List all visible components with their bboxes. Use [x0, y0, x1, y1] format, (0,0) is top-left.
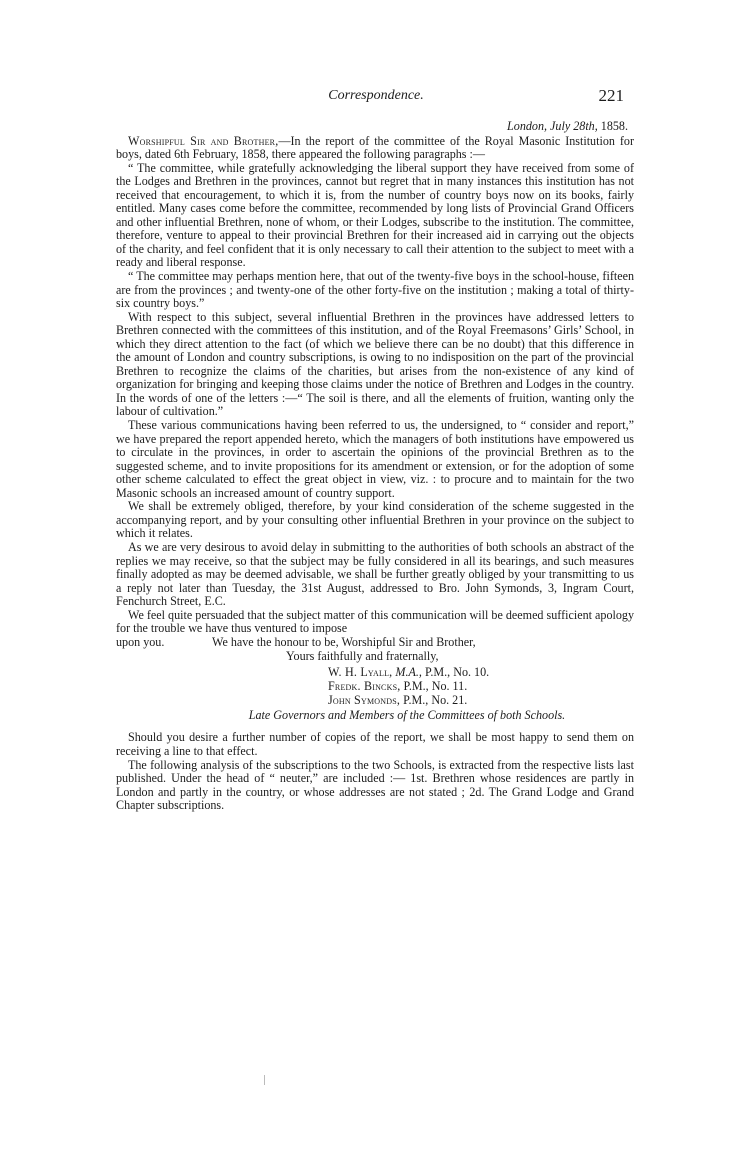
- closing-left: upon you.: [116, 634, 165, 649]
- running-head: [116, 86, 636, 108]
- body-paragraph-3: We shall be extremely obliged, therefore, by your kind consideration of the scheme suggested in the accompanying report, and by your consulting other influential Brethren in your province on the subject to which it relates.: [116, 499, 634, 541]
- place-date: London, July 28th,: [507, 119, 598, 133]
- closing-right: We have the honour to be, Worshipful Sir and Brother,: [212, 634, 476, 649]
- signatory-office: P.M., No. 21.: [403, 692, 468, 707]
- signature-line: [328, 693, 634, 707]
- quoted-paragraph-1: “ The committee, while gratefully acknowledging the liberal support they have received from some of the Lodges and Brethren in the provinces, cannot but regret that in many instances this institution has not received that encouragement, to which it is, from the number of country boys now on its books, fairly entitled. Many cases come before the committee, recommended by long lists of Provincial Grand Officers and other influential Brethren, none of whom, or their Lodges, subscribe to the institution. The committee, therefore, venture to appeal to their provincial Brethren for their increased aid in carrying out the objects of the charity, and feel confident that it is only necessary to call their attention to the subject to meet with a ready and liberal response.: [116, 160, 634, 270]
- scan-mark: [264, 1075, 265, 1085]
- page-number: 221: [598, 86, 624, 105]
- page-body: [116, 120, 634, 813]
- signatories-title: Late Governors and Members of the Committees of both Schools.: [248, 707, 566, 722]
- signatory-office: P.M., No. 10.: [425, 664, 490, 679]
- postscript-paragraph-1: Should you desire a further number of copies of the report, we shall be most happy to send them on receiving a line to that effect.: [116, 730, 634, 758]
- signatory-office: P.M., No. 11.: [403, 678, 468, 693]
- signatory-name: W. H. Lyall,: [328, 664, 393, 679]
- valediction: Yours faithfully and fraternally,: [286, 649, 439, 664]
- signature-block: [116, 665, 634, 707]
- signature-line: [328, 679, 634, 693]
- body-paragraph-1: With respect to this subject, several influential Brethren in the provinces have addressed letters to Brethren connected with the committees of this institution, and of the Royal Freemasons’ Girls’ School, in which they direct attention to the fact (of which we believe there can be no doubt) that this difference in the amount of London and country subscriptions, is owing to no indisposition on the part of the provincial Brethren to recognize the claims of the charities, but arises from the non-existence of any kind of organization for bringing and keeping those claims under the notice of Brethren and Lodges in the country. In the words of one of the letters :—“ The soil is there, and all the elements of fruition, wanting only the labour of cultivation.”: [116, 309, 634, 419]
- page-title: Correspondence.: [328, 88, 424, 103]
- date-year: 1858.: [600, 119, 628, 133]
- signatory-name: John Symonds,: [328, 692, 401, 707]
- postscript-paragraph-2: The following analysis of the subscriptions to the two Schools, is extracted from the respective lists last published. Under the head of “ neuter,” are included :— 1st. Brethren whose residences are partly in London and partly in the country, or whose addresses are not stated ; 2d. The Grand Lodge and Grand Chapter subscriptions.: [116, 757, 634, 813]
- body-paragraph-5: We feel quite persuaded that the subject matter of this communication will be deemed sufficient apology for the trouble we have thus ventured to impose: [116, 607, 634, 636]
- body-paragraph-2: These various communications having been referred to us, the undersigned, to “ consider and report,” we have prepared the report appended hereto, which the managers of both institutions have empowered us to circulate in the provinces, in order to ascertain the opinions of the provincial Brethren as to the suggested scheme, and to invite propositions for its amendment or extension, or for the adoption of some other scheme calculated to effect the great object in view, viz. : to procure and to maintain for the two Masonic schools an increased amount of country support.: [116, 418, 634, 500]
- salutation: Worshipful Sir and Brother,: [128, 133, 279, 148]
- letter-opening: [116, 135, 634, 162]
- signatory-degree: M.A.,: [395, 664, 422, 679]
- signatory-name: Fredk. Bincks,: [328, 678, 401, 693]
- closing-line: [116, 636, 634, 650]
- dateline: [116, 120, 634, 134]
- opening-text: —In the report of the committee of the Royal Masonic Institution for boys, dated 6th February, 1858, there appeared the following paragraphs :—: [116, 133, 634, 162]
- body-paragraph-4: As we are very desirous to avoid delay in submitting to the authorities of both schools an abstract of the replies we may receive, so that the subject may be fully considered in all its bearings, and such measures finally adopted as may be deemed advisable, we shall be further greatly obliged by your transmitting to us a reply not later than Tuesday, the 31st August, addressed to Bro. John Symonds, 3, Ingram Court, Fenchurch Street, E.C.: [116, 539, 634, 609]
- signature-line: [328, 665, 634, 679]
- quoted-paragraph-2: “ The committee may perhaps mention here, that out of the twenty-five boys in the school-house, fifteen are from the provinces ; and twenty-one of the other forty-five on the institution ; making a total of thirty-six country boys.”: [116, 269, 634, 311]
